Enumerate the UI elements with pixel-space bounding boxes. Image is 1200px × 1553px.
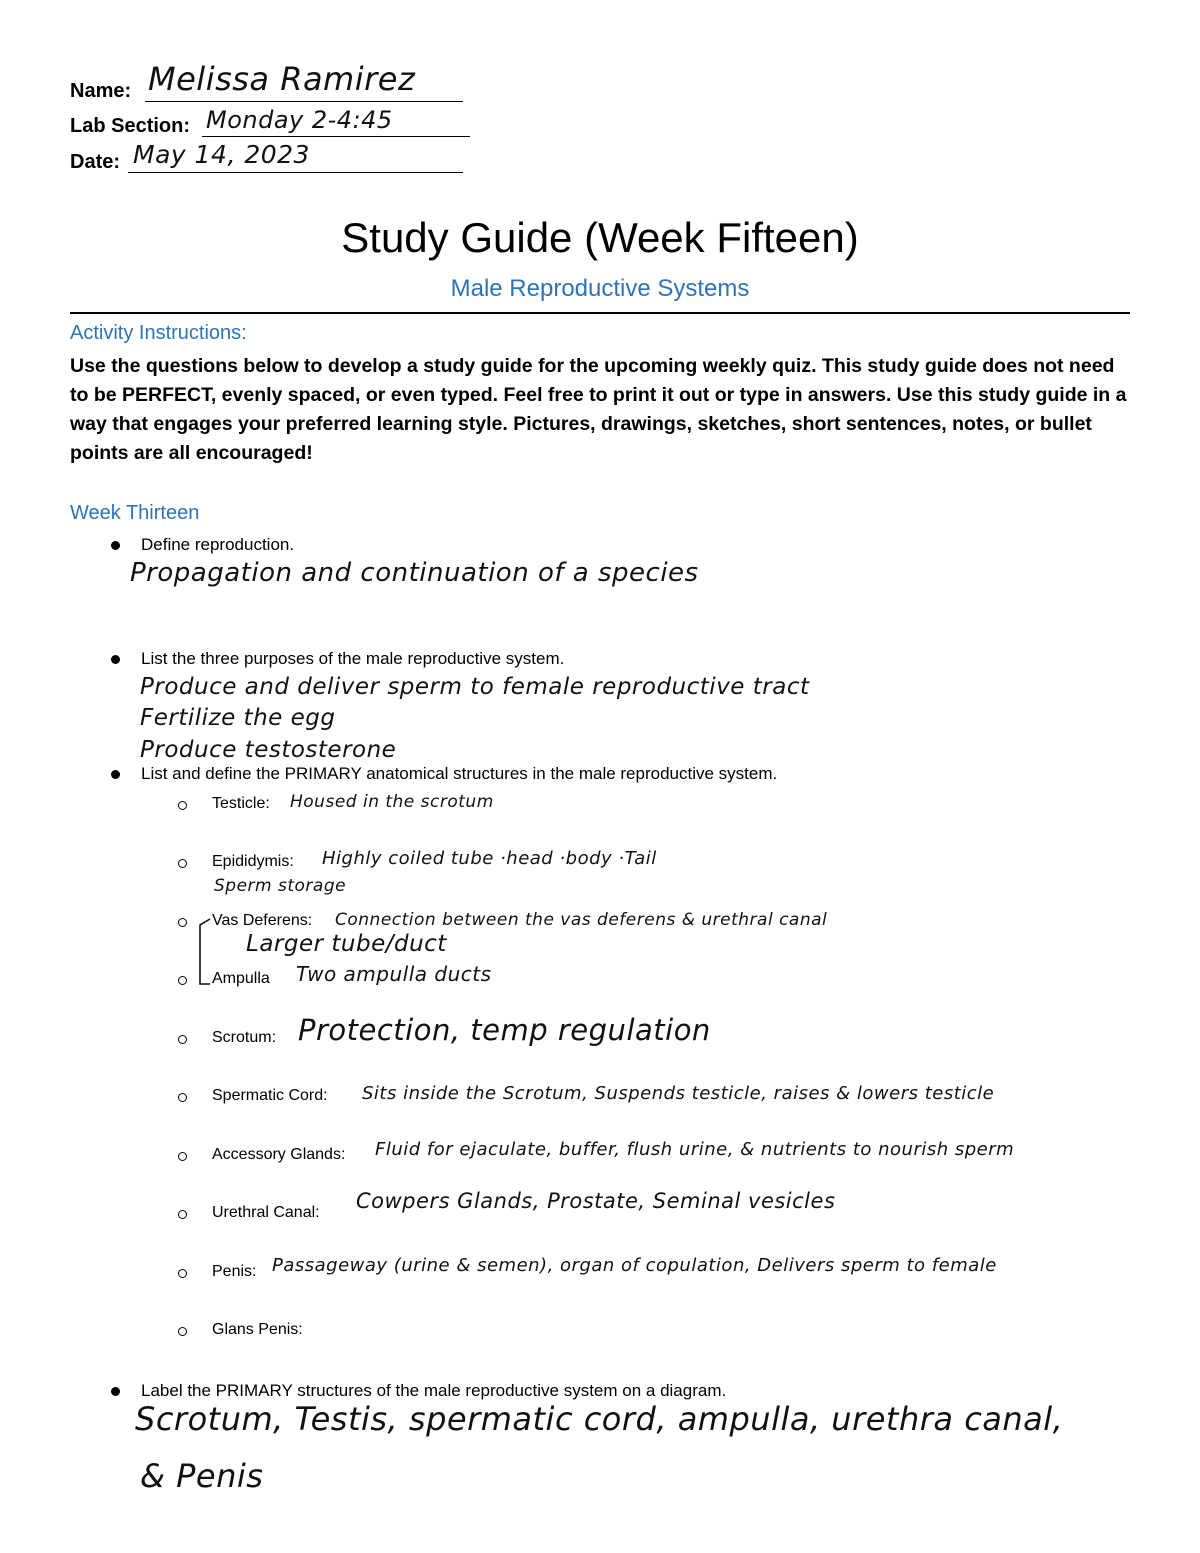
section-underline — [202, 136, 470, 137]
name-label: Name: — [70, 80, 132, 102]
structure-answer-epididymis: Highly coiled tube ·head ·body ·Tail — [322, 848, 657, 869]
structure-label-accessory-glands: Accessory Glands: — [212, 1146, 346, 1163]
structure-label-urethral-canal: Urethral Canal: — [212, 1204, 320, 1221]
structure-answer-epididymis-2: Sperm storage — [214, 876, 347, 896]
structure-answer-penis: Passageway (urine & semen), organ of copulation, Delivers sperm to female — [272, 1255, 997, 1276]
structure-answer-scrotum: Protection, temp regulation — [298, 1013, 711, 1047]
structure-answer-ampulla: Two ampulla ducts — [296, 962, 492, 986]
structure-answer-vas-deferens-2: Larger tube/duct — [246, 931, 447, 957]
structure-label-ampulla: Ampulla — [212, 970, 270, 987]
instructions-heading: Activity Instructions: — [70, 322, 247, 344]
circle-bullet-icon — [178, 859, 187, 868]
circle-bullet-icon — [178, 1210, 187, 1219]
answer-purpose-3: Produce testosterone — [140, 737, 397, 763]
question-label-diagram: Label the PRIMARY structures of the male reproductive system on a diagram. — [141, 1381, 727, 1400]
answer-purpose-1: Produce and deliver sperm to female reproductive tract — [140, 674, 810, 700]
bullet-icon — [111, 541, 120, 550]
circle-bullet-icon — [178, 1269, 187, 1278]
page-subtitle: Male Reproductive Systems — [450, 275, 750, 302]
circle-bullet-icon — [178, 918, 187, 927]
lab-section-value: Monday 2-4:45 — [206, 106, 393, 134]
structure-label-epididymis: Epididymis: — [212, 853, 294, 870]
name-underline — [145, 101, 463, 102]
circle-bullet-icon — [178, 801, 187, 810]
name-value: Melissa Ramirez — [148, 60, 416, 98]
question-three-purposes: List the three purposes of the male reproductive system. — [141, 649, 565, 668]
date-label: Date: — [70, 151, 121, 173]
structure-label-penis: Penis: — [212, 1263, 257, 1280]
structure-label-testicle: Testicle: — [212, 795, 270, 812]
bullet-icon — [111, 770, 120, 779]
circle-bullet-icon — [178, 1152, 187, 1161]
week-heading: Week Thirteen — [70, 502, 200, 524]
structure-answer-spermatic-cord: Sits inside the Scrotum, Suspends testicle, raises & lowers testicle — [362, 1083, 995, 1104]
answer-diagram-2: & Penis — [140, 1457, 264, 1495]
circle-bullet-icon — [178, 1327, 187, 1336]
structure-label-scrotum: Scrotum: — [212, 1029, 277, 1046]
structure-label-vas-deferens: Vas Deferens: — [212, 912, 313, 929]
structure-answer-vas-deferens: Connection between the vas deferens & urethral canal — [335, 910, 828, 930]
circle-bullet-icon — [178, 1093, 187, 1102]
answer-diagram-1: Scrotum, Testis, spermatic cord, ampulla, urethra canal, — [135, 1400, 1064, 1438]
structure-answer-urethral-canal: Cowpers Glands, Prostate, Seminal vesicles — [356, 1189, 836, 1213]
title-divider — [70, 312, 1130, 314]
structure-label-glans-penis: Glans Penis: — [212, 1321, 303, 1338]
question-define-reproduction: Define reproduction. — [141, 535, 295, 554]
circle-bullet-icon — [178, 1035, 187, 1044]
bullet-icon — [111, 655, 120, 664]
answer-define-reproduction: Propagation and continuation of a species — [130, 558, 699, 588]
question-primary-structures: List and define the PRIMARY anatomical structures in the male reproductive system. — [141, 764, 778, 783]
date-value: May 14, 2023 — [133, 140, 310, 169]
structure-answer-testicle: Housed in the scrotum — [290, 792, 494, 812]
circle-bullet-icon — [178, 976, 187, 985]
lab-section-label: Lab Section: — [70, 115, 191, 137]
structure-answer-accessory-glands: Fluid for ejaculate, buffer, flush urine, & nutrients to nourish sperm — [375, 1139, 1015, 1160]
page-title: Study Guide (Week Fifteen) — [341, 214, 859, 261]
date-underline — [128, 172, 463, 173]
bracket-icon — [196, 916, 212, 988]
bullet-icon — [111, 1387, 120, 1396]
answer-purpose-2: Fertilize the egg — [140, 705, 336, 731]
instructions-text: Use the questions below to develop a study guide for the upcoming weekly quiz. This study guide does not need to be PERFECT, evenly spaced, or even typed. Feel free to print it out or type in answers. Use this study guide in a way that engages your preferred learning style. Pictures, drawings, sketches, short sentences, notes, or bullet points are all encouraged! — [70, 355, 1127, 464]
structure-label-spermatic-cord: Spermatic Cord: — [212, 1087, 328, 1104]
